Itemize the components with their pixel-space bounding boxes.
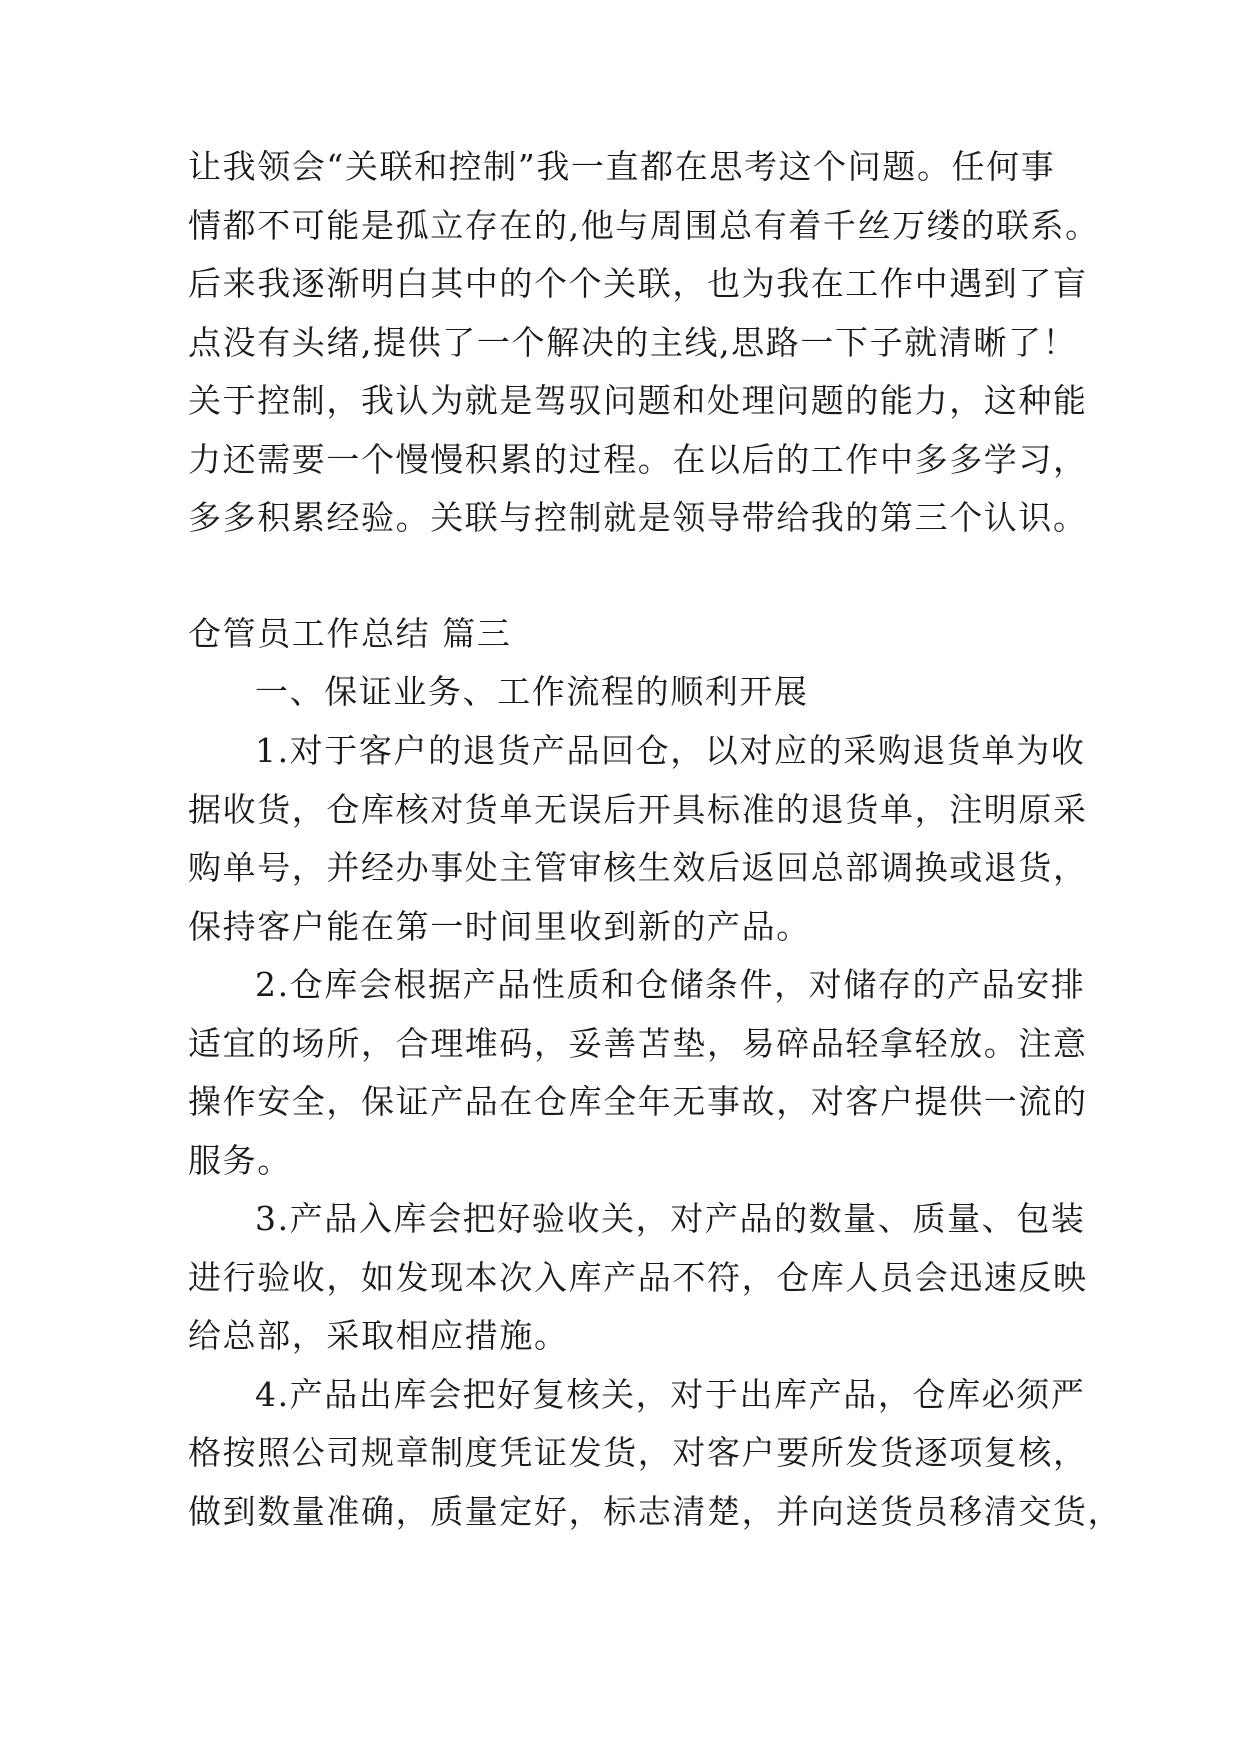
- section-title: 仓管员工作总结 篇三: [188, 614, 512, 653]
- item-1-line-2: 据收货，仓库核对货单无误后开具标准的退货单，注明原采: [188, 790, 1088, 829]
- heading-1: 一、保证业务、工作流程的顺利开展: [255, 672, 809, 711]
- item-2-line-1: 2.仓库会根据产品性质和仓储条件，对储存的产品安排: [255, 965, 1086, 1004]
- intro-line-2: 情都不可能是孤立存在的,他与周围总有着千丝万缕的联系。: [188, 206, 1100, 245]
- intro-line-7: 多多积累经验。关联与控制就是领导带给我的第三个认识。: [188, 498, 1088, 537]
- item-2-line-2: 适宜的场所，合理堆码，妥善苫垫，易碎品轻拿轻放。注意: [188, 1024, 1088, 1063]
- item-4-line-3: 做到数量准确，质量定好，标志清楚，并向送货员移清交货，: [188, 1492, 1123, 1531]
- item-4-line-1: 4.产品出库会把好复核关，对于出库产品，仓库必须严: [255, 1375, 1086, 1414]
- intro-line-3: 后来我逐渐明白其中的个个关联，也为我在工作中遇到了盲: [188, 264, 1088, 303]
- intro-line-4: 点没有头绪,提供了一个解决的主线,思路一下子就清晰了！: [188, 323, 1078, 362]
- item-2-line-4: 服务。: [188, 1141, 292, 1180]
- item-1-line-4: 保持客户能在第一时间里收到新的产品。: [188, 907, 811, 946]
- intro-line-5: 关于控制，我认为就是驾驭问题和处理问题的能力，这种能: [188, 381, 1088, 420]
- item-1-line-3: 购单号，并经办事处主管审核生效后返回总部调换或退货，: [188, 848, 1088, 887]
- item-4-line-2: 格按照公司规章制度凭证发货，对客户要所发货逐项复核，: [188, 1433, 1088, 1472]
- item-3-line-3: 给总部，采取相应措施。: [188, 1316, 569, 1355]
- intro-line-1: 让我领会“关联和控制”我一直都在思考这个问题。任何事: [188, 147, 1056, 186]
- item-3-line-2: 进行验收，如发现本次入库产品不符，仓库人员会迅速反映: [188, 1258, 1088, 1297]
- item-3-line-1: 3.产品入库会把好验收关，对产品的数量、质量、包装: [255, 1199, 1086, 1238]
- item-1-line-1: 1.对于客户的退货产品回仓，以对应的采购退货单为收: [255, 731, 1086, 770]
- intro-line-6: 力还需要一个慢慢积累的过程。在以后的工作中多多学习，: [188, 440, 1088, 479]
- item-2-line-3: 操作安全，保证产品在仓库全年无事故，对客户提供一流的: [188, 1082, 1088, 1121]
